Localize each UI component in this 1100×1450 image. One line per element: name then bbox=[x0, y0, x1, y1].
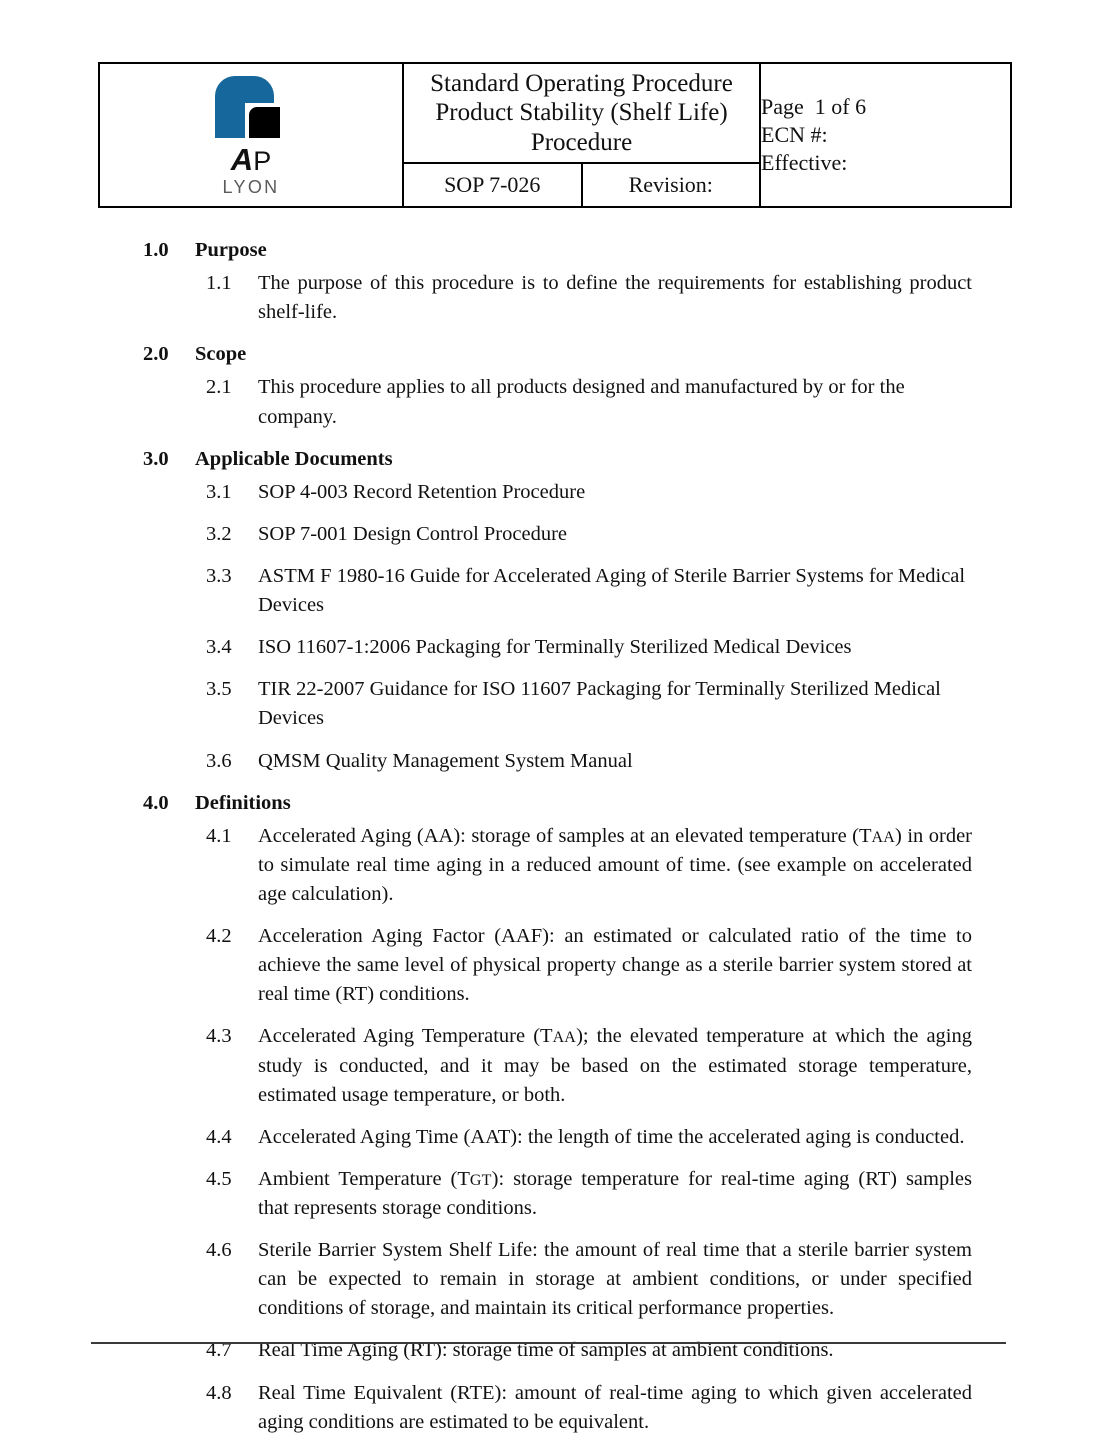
clause-text: Acceleration Aging Factor (AAF): an estimated or calculated ratio of the time to achieve the same level of physical property change as a sterile barrier system stored at real time (RT) conditions. bbox=[258, 925, 972, 1006]
clause-number: 4.1 bbox=[206, 824, 232, 847]
logo-black-square bbox=[249, 107, 280, 138]
logo-letter-a: A bbox=[230, 142, 254, 177]
clause-4-4 bbox=[0, 1123, 1100, 1152]
clause-text-before: Ambient Temperature (T bbox=[258, 1167, 470, 1190]
clause-text: SOP 7-001 Design Control Procedure bbox=[258, 522, 567, 545]
clause-1-1 bbox=[0, 269, 1100, 327]
clause-number: 4.6 bbox=[206, 1239, 232, 1262]
section-title: Applicable Documents bbox=[195, 447, 393, 470]
clause-4-3 bbox=[0, 1022, 1100, 1109]
header-title-line-1: Standard Operating Procedure bbox=[430, 69, 733, 97]
clause-number: 3.4 bbox=[206, 636, 232, 659]
clause-4-8 bbox=[0, 1379, 1100, 1437]
header-title-line-2: Product Stability (Shelf Life) bbox=[435, 99, 728, 127]
logo-letter-p: P bbox=[253, 146, 272, 176]
section-applicable-documents bbox=[0, 445, 1100, 776]
clause-text: TIR 22-2007 Guidance for ISO 11607 Packaging for Terminally Sterilized Medical Devices bbox=[258, 678, 941, 730]
clause-number: 4.8 bbox=[206, 1381, 232, 1404]
clause-3-5 bbox=[0, 675, 1100, 733]
clause-number: 3.3 bbox=[206, 564, 232, 587]
clause-text-after: ) in order to simulate real time aging in a reduced amount of time. (see example on accelerated age calculation). bbox=[258, 824, 972, 905]
section-title: Definitions bbox=[195, 791, 291, 814]
clause-3-2 bbox=[0, 520, 1100, 549]
clause-text-after: ); the elevated temperature at which the aging study is conducted, and it may be based on the estimated storage temperature, estimated usage temperature, or both. bbox=[258, 1025, 972, 1106]
header-revision-cell: Revision: bbox=[582, 163, 761, 207]
clause-text bbox=[258, 1022, 972, 1109]
clause-3-4 bbox=[0, 633, 1100, 662]
clause-text: The purpose of this procedure is to define the requirements for establishing product shelf-life. bbox=[258, 272, 972, 324]
clause-text bbox=[258, 1165, 972, 1223]
ap-lyon-logo bbox=[215, 72, 287, 196]
clause-number: 4.7 bbox=[206, 1339, 232, 1362]
section-definitions bbox=[0, 789, 1100, 1437]
clause-text: QMSM Quality Management System Manual bbox=[258, 749, 633, 772]
clause-number: 3.2 bbox=[206, 522, 232, 545]
section-heading bbox=[0, 340, 1100, 369]
clause-text: ISO 11607-1:2006 Packaging for Terminally Sterilized Medical Devices bbox=[258, 636, 852, 659]
clause-4-6 bbox=[0, 1236, 1100, 1323]
clause-number: 3.5 bbox=[206, 678, 232, 701]
clause-text: Real Time Aging (RT): storage time of samples at ambient conditions. bbox=[258, 1339, 834, 1362]
section-number: 2.0 bbox=[143, 343, 169, 366]
section-heading bbox=[0, 236, 1100, 265]
clause-number: 4.3 bbox=[206, 1025, 232, 1048]
clause-text: This procedure applies to all products designed and manufactured by or for the company. bbox=[258, 376, 905, 428]
header-logo-cell bbox=[99, 63, 403, 207]
clause-number: 4.4 bbox=[206, 1125, 232, 1148]
logo-wordmark bbox=[215, 144, 287, 196]
section-scope bbox=[0, 340, 1100, 431]
clause-4-5 bbox=[0, 1165, 1100, 1223]
clause-text-after: ): storage temperature for real-time aging (RT) samples that represents storage conditions. bbox=[258, 1167, 972, 1219]
section-number: 4.0 bbox=[143, 791, 169, 814]
clause-number: 2.1 bbox=[206, 376, 232, 399]
subscript-taa: AA bbox=[552, 1029, 577, 1047]
clause-text: Real Time Equivalent (RTE): amount of real-time aging to which given accelerated aging conditions are estimated to be equivalent. bbox=[258, 1381, 972, 1433]
clause-text: Accelerated Aging Time (AAT): the length of time the accelerated aging is conducted. bbox=[258, 1125, 965, 1148]
ap-lyon-logo-mark-icon bbox=[215, 76, 287, 138]
section-title: Scope bbox=[195, 343, 247, 366]
clause-text-before: Accelerated Aging Temperature (T bbox=[258, 1025, 553, 1048]
section-purpose bbox=[0, 236, 1100, 327]
section-heading bbox=[0, 445, 1100, 474]
subscript-taa: AA bbox=[871, 828, 896, 846]
section-heading bbox=[0, 789, 1100, 818]
clause-number: 3.6 bbox=[206, 749, 232, 772]
clause-2-1 bbox=[0, 373, 1100, 431]
clause-4-1 bbox=[0, 822, 1100, 909]
document-body bbox=[0, 236, 1100, 1450]
header-title-line-3: Procedure bbox=[530, 128, 633, 156]
clause-text: SOP 4-003 Record Retention Procedure bbox=[258, 480, 586, 503]
clause-4-7 bbox=[0, 1336, 1100, 1365]
logo-ap-text bbox=[215, 144, 287, 176]
clause-number: 4.5 bbox=[206, 1167, 232, 1190]
effective-date-field: Effective: bbox=[761, 150, 848, 176]
clause-3-6 bbox=[0, 747, 1100, 776]
header-sop-number-cell: SOP 7-026 bbox=[403, 163, 582, 207]
clause-number: 3.1 bbox=[206, 480, 232, 503]
clause-text bbox=[258, 822, 972, 909]
section-number: 3.0 bbox=[143, 447, 169, 470]
document-header-table bbox=[98, 62, 1012, 208]
subscript-tgt: GT bbox=[469, 1171, 492, 1189]
clause-text: ASTM F 1980-16 Guide for Accelerated Aging of Sterile Barrier Systems for Medical Devices bbox=[258, 564, 966, 617]
header-title-cell bbox=[403, 63, 760, 163]
header-meta-cell bbox=[760, 63, 1011, 207]
page-number-text: Page 1 of 6 bbox=[761, 93, 867, 119]
ecn-number-field: ECN #: bbox=[761, 121, 828, 147]
logo-lyon-text: LYON bbox=[222, 177, 280, 197]
footer-separator-rule bbox=[91, 1342, 1006, 1344]
clause-text-before: Accelerated Aging (AA): storage of samples at an elevated temperature (T bbox=[258, 824, 872, 847]
clause-number: 1.1 bbox=[206, 272, 232, 295]
section-number: 1.0 bbox=[143, 239, 169, 261]
clause-3-1 bbox=[0, 478, 1100, 507]
clause-text: Sterile Barrier System Shelf Life: the amount of real time that a sterile barrier system can be expected to remain in storage at ambient conditions, or under specified conditions of storage, and maintain its critical performance properties. bbox=[258, 1239, 972, 1320]
section-title: Purpose bbox=[195, 239, 267, 261]
clause-3-3 bbox=[0, 562, 1100, 620]
clause-number: 4.2 bbox=[206, 925, 232, 948]
clause-4-2 bbox=[0, 922, 1100, 1009]
